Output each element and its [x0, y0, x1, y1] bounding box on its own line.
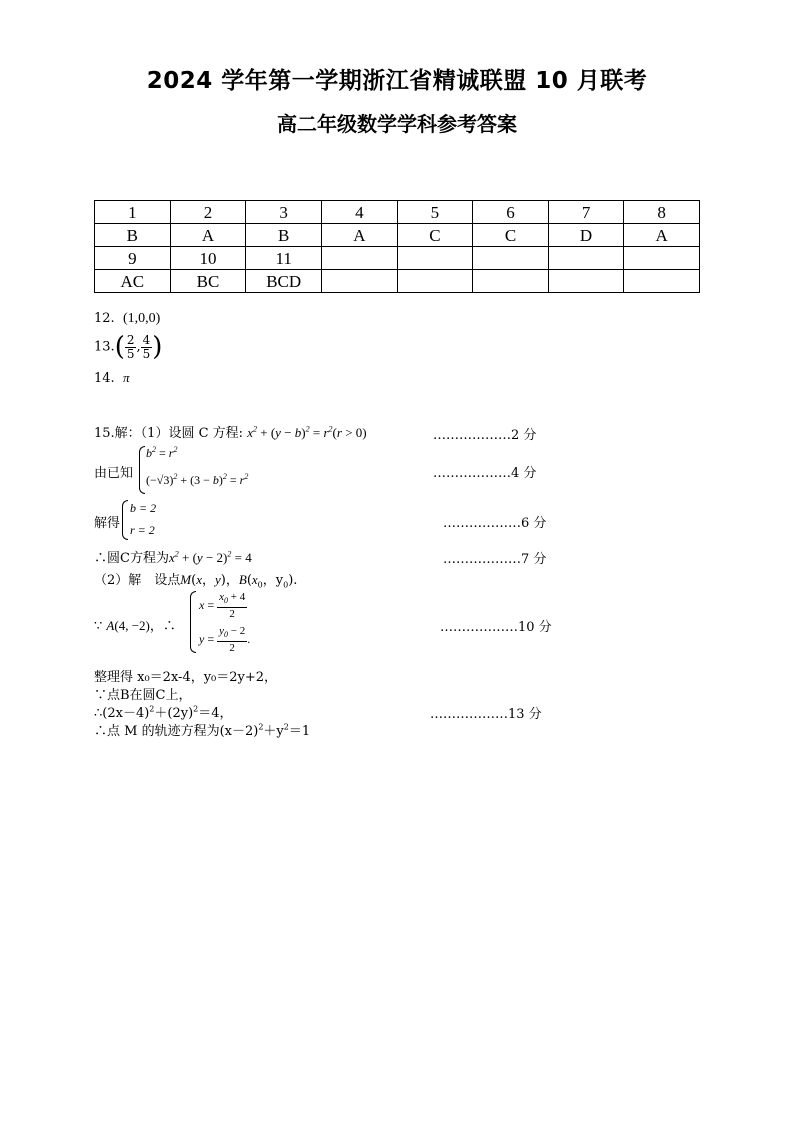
- table-row: [95, 224, 700, 247]
- table-cell: 3: [246, 201, 322, 224]
- table-cell: C: [397, 224, 473, 247]
- answer-12: [94, 311, 160, 327]
- table-cell: BCD: [246, 270, 322, 293]
- q15-eq-b: b = 2: [130, 501, 157, 515]
- q14-label: 14.: [94, 371, 115, 386]
- q13-label: 13.: [94, 339, 115, 355]
- q13-den2: 5: [142, 346, 151, 361]
- q15-eq-known1: $b^2 = r^2$: [146, 445, 178, 460]
- table-cell: 4: [322, 201, 398, 224]
- table-cell: B: [246, 224, 322, 247]
- q15-score-4: ………………4 分: [433, 466, 537, 481]
- q15-line4: ∴圆C方程为$x^2 + (y - 2)^2 = 4$: [94, 549, 252, 566]
- q15-eq-y: y = $\frac{y_0 - 2}{2}$ .: [199, 625, 251, 655]
- q15-score-6: ………………6 分: [443, 516, 547, 531]
- q15-line7: 整理得 x₀＝2x-4，y₀＝2y+2，: [94, 670, 278, 685]
- q15-line10: ∴点 M 的轨迹方程为$(x-2)^2+y^2=1$: [94, 722, 311, 739]
- answer-13: 13.( $\frac{2}{5}$ , $\frac{4}{5}$ ): [94, 332, 163, 362]
- answer-14: [94, 370, 129, 386]
- q15-score-10: ………………10 分: [440, 620, 552, 635]
- q15-line4-text: ∴圆C方程为: [94, 551, 169, 566]
- table-row: [95, 270, 700, 293]
- table-cell: [473, 270, 549, 293]
- table-cell: [548, 247, 624, 270]
- table-cell: BC: [170, 270, 246, 293]
- page-subtitle: 高二年级数学学科参考答案: [277, 112, 517, 136]
- q15-line9: $\therefore(2x-4)^2+(2y)^2=4$，: [94, 704, 233, 721]
- table-cell: 8: [624, 201, 700, 224]
- q15-line1-prefix: 15.解：（1）设圆 C 方程:: [94, 426, 244, 441]
- q15-eq-x: x = $\frac{x_0 + 4}{2}$: [199, 591, 246, 621]
- q15-line1: 15.解：（1）设圆 C 方程: $x^2 + (y - b)^2 = r^2(r > 0)$: [94, 424, 367, 441]
- table-cell: 2: [170, 201, 246, 224]
- table-cell: 9: [95, 247, 171, 270]
- table-row: [95, 201, 700, 224]
- q15-eq-known2: $(-√3)^2 + (3 - b)^2 = r^2$: [146, 472, 249, 487]
- table-cell: C: [473, 224, 549, 247]
- q15-line5-text: （2）解 设点: [94, 573, 181, 588]
- q15-eq-r: r = 2: [130, 523, 155, 537]
- q15-line2-prefix: 由已知: [94, 466, 134, 481]
- q15-line3-prefix: 解得: [94, 516, 121, 531]
- table-cell: 1: [95, 201, 171, 224]
- answer-table: [94, 200, 700, 293]
- table-cell: [473, 247, 549, 270]
- table-cell: D: [548, 224, 624, 247]
- table-cell: 7: [548, 201, 624, 224]
- table-cell: [624, 247, 700, 270]
- q15-score-7: ………………7 分: [443, 552, 547, 567]
- table-cell: [397, 247, 473, 270]
- q15-line6-given: ∵ A(4, −2)，∴: [94, 618, 176, 634]
- table-cell: [624, 270, 700, 293]
- table-cell: 6: [473, 201, 549, 224]
- table-cell: A: [624, 224, 700, 247]
- q12-answer: (1,0,0): [122, 311, 161, 326]
- table-cell: [322, 270, 398, 293]
- table-cell: [322, 247, 398, 270]
- q13-den1: 5: [126, 346, 135, 361]
- table-cell: AC: [95, 270, 171, 293]
- brace-2: [122, 500, 128, 540]
- q15-line5: （2）解 设点M(x，y)，$B(x_0$，$y_0$).: [94, 572, 298, 590]
- brace-1: [139, 446, 145, 494]
- table-cell: 10: [170, 247, 246, 270]
- table-cell: A: [322, 224, 398, 247]
- table-cell: 5: [397, 201, 473, 224]
- table-cell: A: [170, 224, 246, 247]
- q15-line10-text: ∴点 M 的轨迹方程为: [94, 724, 220, 739]
- q14-answer: π: [122, 370, 130, 385]
- table-cell: [397, 270, 473, 293]
- q13-num2: 4: [142, 332, 151, 347]
- page-title: 2024 学年第一学期浙江省精诚联盟 10 月联考: [146, 68, 648, 94]
- table-cell: [548, 270, 624, 293]
- q15-score-2: ………………2 分: [433, 428, 537, 443]
- q15-score-13: ………………13 分: [430, 707, 542, 722]
- table-row: [95, 247, 700, 270]
- q15-line8: ∵点B在圆C上，: [94, 688, 192, 703]
- q13-num1: 2: [126, 332, 135, 347]
- brace-3: [190, 591, 196, 653]
- q12-label: 12.: [94, 311, 115, 326]
- table-cell: B: [95, 224, 171, 247]
- table-cell: 11: [246, 247, 322, 270]
